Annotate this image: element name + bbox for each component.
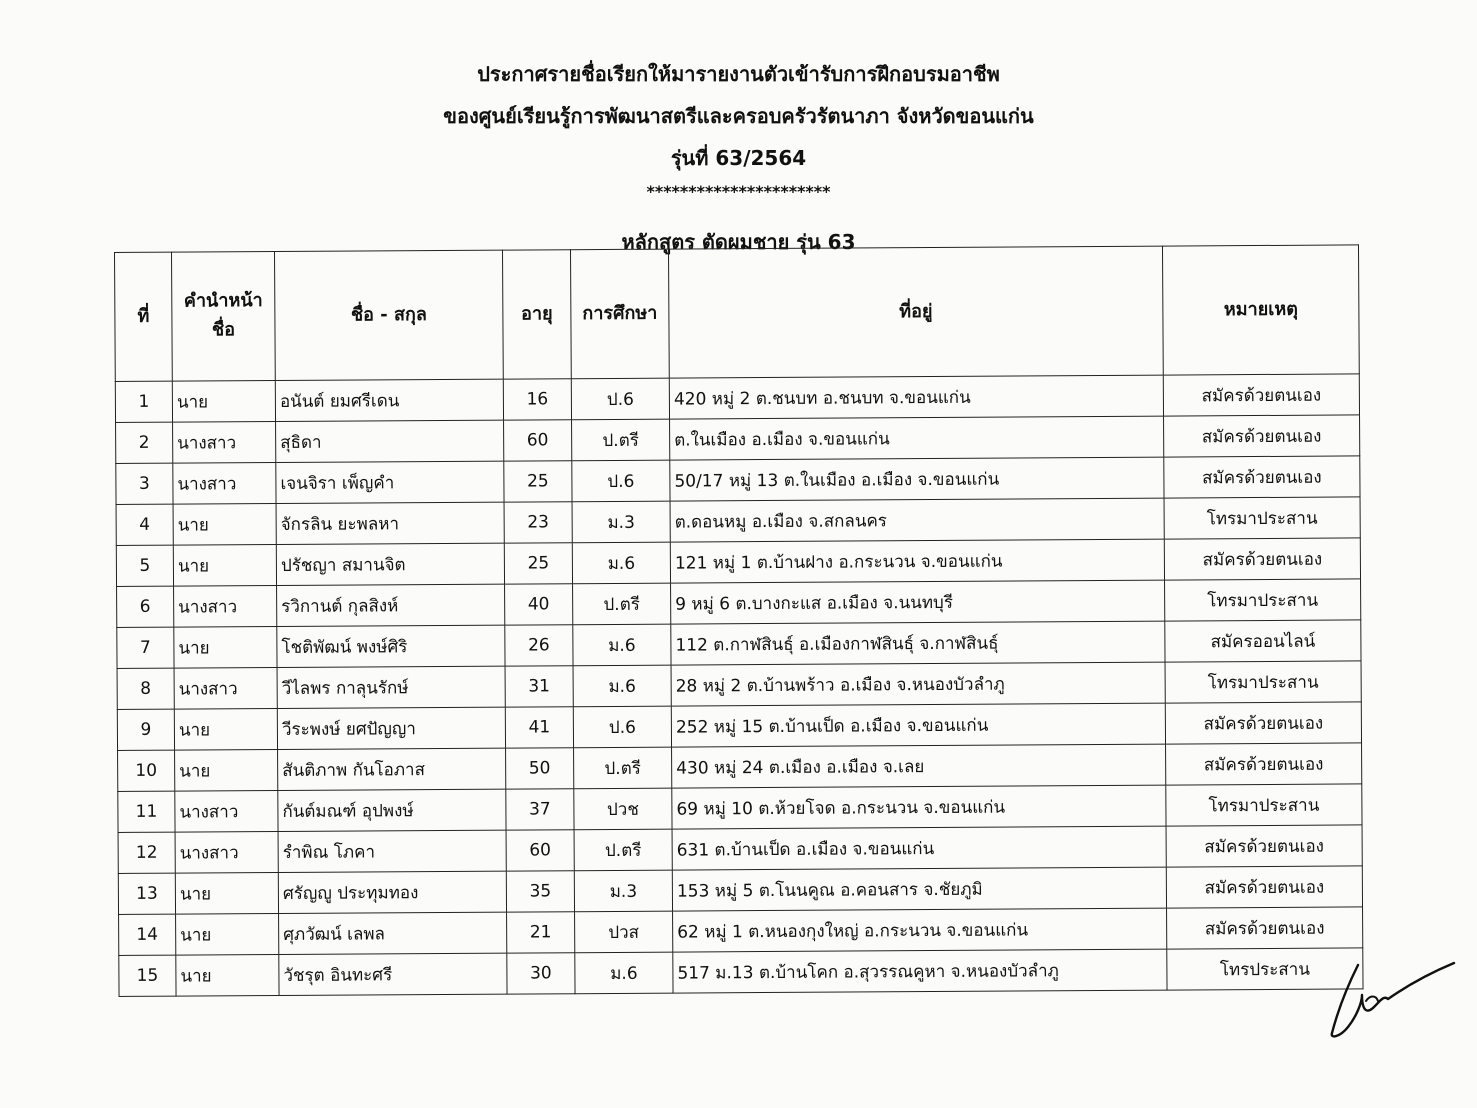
cell-address: 420 หมู่ 2 ต.ชนบท อ.ชนบท จ.ขอนแก่น (669, 375, 1163, 419)
cell-no: 10 (118, 750, 175, 791)
header-address: ที่อยู่ (668, 246, 1163, 378)
cell-name: ปรัชญา สมานจิต (276, 543, 504, 585)
cell-no: 1 (115, 381, 172, 422)
separator: ********************** (646, 182, 831, 201)
cell-address: 121 หมู่ 1 ต.บ้านฝาง อ.กระนวน จ.ขอนแก่น (670, 539, 1164, 583)
cell-address: 69 หมู่ 10 ต.ห้วยโจด อ.กระนวน จ.ขอนแก่น (672, 785, 1166, 829)
cell-title-prefix: นาย (173, 545, 276, 587)
cell-title-prefix: นาย (173, 504, 276, 546)
cell-address: 50/17 หมู่ 13 ต.ในเมือง อ.เมือง จ.ขอนแก่น (670, 457, 1164, 501)
cell-age: 26 (505, 625, 573, 666)
cell-title-prefix: นางสาว (175, 832, 278, 874)
cell-title-prefix: นางสาว (174, 586, 277, 628)
cell-education: ม.3 (572, 501, 670, 543)
cell-note: สมัครด้วยตนเอง (1164, 415, 1360, 457)
cell-no: 9 (117, 709, 174, 750)
cell-title-prefix: นาย (172, 381, 275, 423)
cell-note: สมัครด้วยตนเอง (1166, 825, 1362, 867)
cell-age: 21 (507, 912, 575, 953)
cell-title-prefix: นาย (175, 750, 278, 792)
cell-address: 28 หมู่ 2 ต.บ้านพร้าว อ.เมือง จ.หนองบัวลำภู (671, 662, 1165, 706)
header-title-prefix: คำนำหน้าชื่อ (172, 252, 276, 382)
cell-age: 23 (504, 502, 572, 543)
cell-address: 517 ม.13 ต.บ้านโคก อ.สุวรรณคูหา จ.หนองบัวลำภู (673, 949, 1167, 993)
cell-no: 7 (117, 627, 174, 668)
cell-note: สมัครด้วยตนเอง (1164, 456, 1360, 498)
cell-education: ป.ตรี (572, 419, 670, 461)
cell-title-prefix: นาย (176, 955, 279, 997)
cell-note: โทรมาประสาน (1164, 497, 1360, 539)
doc-title-line3: รุ่นที่ 63/2564 (670, 146, 807, 170)
cell-education: ป.6 (573, 706, 671, 748)
cell-no: 6 (117, 586, 174, 627)
cell-no: 12 (118, 832, 175, 873)
cell-education: ป.ตรี (574, 829, 672, 871)
cell-note: สมัครด้วยตนเอง (1166, 866, 1362, 908)
cell-age: 35 (506, 871, 574, 912)
cell-name: จักรลิน ยะพลหา (276, 502, 504, 544)
cell-no: 4 (116, 504, 173, 545)
course-title: หลักสูตร ตัดผมชาย รุ่น 63 (621, 230, 856, 254)
cell-no: 3 (116, 463, 173, 504)
cell-age: 41 (505, 707, 573, 748)
header-name: ชื่อ - สกุล (275, 250, 504, 380)
cell-name: รวิกานต์ กุลสิงห์ (277, 584, 505, 626)
cell-note: สมัครออนไลน์ (1165, 620, 1361, 662)
cell-note: สมัครด้วยตนเอง (1165, 702, 1361, 744)
header-note: หมายเหตุ (1162, 245, 1359, 375)
cell-title-prefix: นาย (175, 873, 278, 915)
cell-age: 50 (506, 748, 574, 789)
cell-education: ม.6 (575, 952, 673, 994)
cell-education: ม.6 (573, 665, 671, 707)
cell-age: 16 (503, 379, 571, 420)
cell-name: อนันต์ ยมศรีเดน (275, 379, 503, 421)
cell-education: ม.3 (574, 870, 672, 912)
cell-note: สมัครด้วยตนเอง (1164, 538, 1360, 580)
cell-education: ม.6 (572, 542, 670, 584)
table-row (119, 948, 1363, 997)
cell-education: ป.ตรี (573, 583, 671, 625)
doc-title-line1: ประกาศรายชื่อเรียกให้มารายงานตัวเข้ารับการฝึกอบรมอาชีพ (477, 62, 1000, 86)
cell-address: 9 หมู่ 6 ต.บางกะแส อ.เมือง จ.นนทบุรี (671, 580, 1165, 624)
signature-mark (1318, 955, 1458, 1045)
cell-no: 5 (116, 545, 173, 586)
cell-no: 8 (117, 668, 174, 709)
cell-title-prefix: นาย (174, 627, 277, 669)
cell-title-prefix: นาย (174, 709, 277, 751)
cell-no: 14 (119, 914, 176, 955)
cell-note: โทรประสาน (1167, 948, 1363, 990)
cell-age: 40 (505, 584, 573, 625)
cell-education: ป.6 (572, 460, 670, 502)
cell-education: ปวส (575, 911, 673, 953)
cell-no: 13 (118, 873, 175, 914)
cell-name: ศรัญญู ประทุมทอง (278, 871, 506, 913)
cell-name: เจนจิรา เพ็ญคำ (276, 461, 504, 503)
cell-title-prefix: นาย (176, 914, 279, 956)
cell-age: 30 (507, 953, 575, 994)
cell-no: 15 (119, 955, 176, 996)
cell-age: 60 (504, 420, 572, 461)
table-body (115, 374, 1363, 997)
cell-age: 25 (504, 543, 572, 584)
cell-age: 60 (506, 830, 574, 871)
cell-name: รำพิณ โภคา (278, 830, 506, 872)
cell-title-prefix: นางสาว (173, 463, 276, 505)
cell-address: 631 ต.บ้านเป็ด อ.เมือง จ.ขอนแก่น (672, 826, 1166, 870)
cell-address: 430 หมู่ 24 ต.เมือง อ.เมือง จ.เลย (672, 744, 1166, 788)
cell-no: 11 (118, 791, 175, 832)
cell-education: ป.6 (571, 378, 669, 420)
cell-name: กันต์มณฑ์ อุปพงษ์ (278, 789, 506, 831)
cell-note: โทรมาประสาน (1166, 784, 1362, 826)
cell-age: 31 (505, 666, 573, 707)
cell-title-prefix: นางสาว (174, 668, 277, 710)
cell-title-prefix: นางสาว (175, 791, 278, 833)
cell-name: ศุภวัฒน์ เลพล (279, 912, 507, 954)
cell-address: 153 หมู่ 5 ต.โนนคูณ อ.คอนสาร จ.ชัยภูมิ (672, 867, 1166, 911)
cell-address: 252 หมู่ 15 ต.บ้านเป็ด อ.เมือง จ.ขอนแก่น (671, 703, 1165, 747)
cell-education: ปวช (574, 788, 672, 830)
header-no: ที่ (115, 252, 173, 381)
cell-name: โชติพัฒน์ พงษ์ศิริ (277, 625, 505, 667)
doc-title-line2: ของศูนย์เรียนรู้การพัฒนาสตรีและครอบครัวรัตนาภา จังหวัดขอนแก่น (443, 104, 1034, 128)
cell-education: ม.6 (573, 624, 671, 666)
cell-name: วัชรุต อินทะศรี (279, 953, 507, 995)
cell-address: ต.ดอนหมู อ.เมือง จ.สกลนคร (670, 498, 1164, 542)
cell-note: สมัครด้วยตนเอง (1166, 743, 1362, 785)
cell-name: สุธิดา (276, 420, 504, 462)
cell-no: 2 (116, 422, 173, 463)
cell-address: ต.ในเมือง อ.เมือง จ.ขอนแก่น (670, 416, 1164, 460)
header-education: การศึกษา (570, 249, 669, 379)
cell-name: วีระพงษ์ ยศปัญญา (277, 707, 505, 749)
cell-name: สันติภาพ กันโอภาส (278, 748, 506, 790)
participants-table (114, 244, 1364, 997)
cell-address: 62 หมู่ 1 ต.หนองกุงใหญ่ อ.กระนวน จ.ขอนแก่น (673, 908, 1167, 952)
cell-title-prefix: นางสาว (173, 422, 276, 464)
cell-age: 37 (506, 789, 574, 830)
cell-note: สมัครด้วยตนเอง (1167, 907, 1363, 949)
cell-note: โทรมาประสาน (1165, 579, 1361, 621)
cell-note: โทรมาประสาน (1165, 661, 1361, 703)
cell-education: ป.ตรี (574, 747, 672, 789)
cell-note: สมัครด้วยตนเอง (1163, 374, 1359, 416)
cell-age: 25 (504, 461, 572, 502)
table-header-row (115, 245, 1360, 382)
cell-address: 112 ต.กาฬสินธุ์ อ.เมืองกาฬสินธุ์ จ.กาฬสินธุ์ (671, 621, 1165, 665)
header-age: อายุ (502, 250, 571, 379)
cell-name: วีไลพร กาลุนรักษ์ (277, 666, 505, 708)
